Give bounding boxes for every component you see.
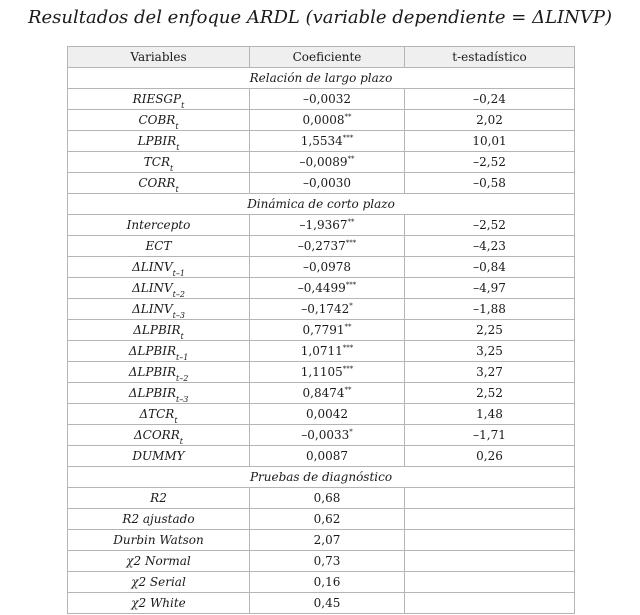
variable-cell bbox=[68, 320, 250, 341]
coefficient-cell bbox=[250, 341, 405, 362]
variable-name: RIESGP bbox=[132, 92, 182, 106]
coefficient-cell bbox=[250, 383, 405, 404]
table-row bbox=[68, 320, 575, 341]
coefficient-value: 0,0087 bbox=[306, 449, 348, 463]
coefficient-value: 0,0042 bbox=[306, 407, 348, 421]
t-stat-cell bbox=[405, 110, 575, 131]
coefficient-value: 0,68 bbox=[313, 491, 341, 505]
section-row bbox=[68, 194, 575, 215]
t-stat-cell bbox=[405, 236, 575, 257]
t-stat-cell bbox=[405, 131, 575, 152]
t-stat-value: 2,25 bbox=[476, 323, 503, 337]
variable-cell bbox=[68, 425, 250, 446]
t-stat-value: –0,24 bbox=[473, 92, 506, 106]
t-stat-value: 0,26 bbox=[476, 449, 503, 463]
coefficient-cell bbox=[250, 320, 405, 341]
table-row bbox=[68, 404, 575, 425]
table-row bbox=[68, 362, 575, 383]
variable-cell bbox=[68, 89, 250, 110]
significance-marker: * bbox=[349, 302, 353, 310]
t-stat-cell bbox=[405, 593, 575, 614]
coefficient-value: 2,07 bbox=[313, 533, 341, 547]
t-stat-cell bbox=[405, 488, 575, 509]
variable-cell bbox=[68, 530, 250, 551]
coefficient-value: –0,4499 bbox=[297, 281, 346, 295]
variable-name: χ2 White bbox=[131, 596, 186, 610]
coefficient-cell bbox=[250, 110, 405, 131]
table-row bbox=[68, 278, 575, 299]
t-stat-value: 1,48 bbox=[476, 407, 503, 421]
coefficient-value: 0,45 bbox=[313, 596, 341, 610]
t-stat-cell bbox=[405, 404, 575, 425]
significance-marker: ** bbox=[344, 113, 352, 121]
t-stat-value: 2,52 bbox=[476, 386, 503, 400]
coefficient-value: 0,0008 bbox=[302, 113, 345, 127]
variable-cell bbox=[68, 299, 250, 320]
variable-cell bbox=[68, 236, 250, 257]
variable-name: ΔLPBIR bbox=[128, 344, 176, 358]
table-row bbox=[68, 572, 575, 593]
table-row bbox=[68, 131, 575, 152]
variable-name: Intercepto bbox=[126, 218, 191, 232]
table-row bbox=[68, 341, 575, 362]
variable-name: χ2 Serial bbox=[131, 575, 186, 589]
t-stat-cell bbox=[405, 362, 575, 383]
coefficient-value: –0,0089 bbox=[299, 155, 348, 169]
variable-name: ΔLPBIR bbox=[128, 386, 176, 400]
t-stat-value: 10,01 bbox=[472, 134, 507, 148]
significance-marker: *** bbox=[345, 281, 357, 289]
t-stat-cell bbox=[405, 530, 575, 551]
variable-name: LPBIR bbox=[137, 134, 177, 148]
coefficient-cell bbox=[250, 425, 405, 446]
variable-subscript: t bbox=[170, 164, 174, 173]
t-stat-cell bbox=[405, 383, 575, 404]
significance-marker: * bbox=[349, 428, 353, 436]
t-stat-cell bbox=[405, 257, 575, 278]
variable-subscript: t–2 bbox=[172, 290, 185, 299]
coefficient-cell bbox=[250, 236, 405, 257]
table-row bbox=[68, 593, 575, 614]
t-stat-cell bbox=[405, 446, 575, 467]
variable-cell bbox=[68, 131, 250, 152]
coefficient-cell bbox=[250, 215, 405, 236]
variable-cell bbox=[68, 593, 250, 614]
coefficient-cell bbox=[250, 89, 405, 110]
table-row bbox=[68, 383, 575, 404]
variable-name: χ2 Normal bbox=[126, 554, 191, 568]
t-stat-value: 3,27 bbox=[476, 365, 503, 379]
section-label: Relación de largo plazo bbox=[68, 68, 575, 89]
t-stat-cell bbox=[405, 551, 575, 572]
variable-name: ΔTCR bbox=[139, 407, 175, 421]
table-row bbox=[68, 551, 575, 572]
table-row bbox=[68, 425, 575, 446]
coefficient-value: –0,0032 bbox=[303, 92, 351, 106]
significance-marker: ** bbox=[347, 218, 355, 226]
variable-cell bbox=[68, 509, 250, 530]
table-row bbox=[68, 299, 575, 320]
coefficient-value: –0,1742 bbox=[301, 302, 350, 316]
t-stat-cell bbox=[405, 509, 575, 530]
t-stat-cell bbox=[405, 425, 575, 446]
t-stat-cell bbox=[405, 320, 575, 341]
variable-subscript: t–2 bbox=[176, 374, 189, 383]
coefficient-value: 1,0711 bbox=[300, 344, 343, 358]
variable-cell bbox=[68, 488, 250, 509]
table-row bbox=[68, 257, 575, 278]
variable-subscript: t–1 bbox=[172, 269, 185, 278]
t-stat-cell bbox=[405, 299, 575, 320]
coefficient-cell bbox=[250, 530, 405, 551]
section-row bbox=[68, 68, 575, 89]
variable-subscript: t–1 bbox=[176, 353, 189, 362]
table-row bbox=[68, 215, 575, 236]
t-stat-value: –0,84 bbox=[473, 260, 506, 274]
coefficient-value: 0,7791 bbox=[302, 323, 345, 337]
variable-name: ΔLINV bbox=[132, 281, 173, 295]
header-coeficiente: Coeficiente bbox=[250, 47, 405, 68]
coefficient-cell bbox=[250, 173, 405, 194]
significance-marker: ** bbox=[344, 386, 352, 394]
variable-cell bbox=[68, 362, 250, 383]
coefficient-cell bbox=[250, 152, 405, 173]
t-stat-value: –4,97 bbox=[473, 281, 506, 295]
section-label: Pruebas de diagnóstico bbox=[68, 467, 575, 488]
coefficient-cell bbox=[250, 446, 405, 467]
t-stat-value: –1,88 bbox=[473, 302, 506, 316]
table-header bbox=[68, 47, 575, 68]
variable-name: ΔLPBIR bbox=[133, 323, 181, 337]
t-stat-cell bbox=[405, 173, 575, 194]
significance-marker: ** bbox=[347, 155, 355, 163]
variable-cell bbox=[68, 215, 250, 236]
coefficient-cell bbox=[250, 362, 405, 383]
variable-subscript: t bbox=[181, 101, 185, 110]
results-table bbox=[67, 46, 575, 614]
variable-cell bbox=[68, 152, 250, 173]
t-stat-value: 2,02 bbox=[476, 113, 503, 127]
t-stat-cell bbox=[405, 89, 575, 110]
variable-cell bbox=[68, 110, 250, 131]
table-row bbox=[68, 530, 575, 551]
header-row bbox=[68, 47, 575, 68]
table-title: Resultados del enfoque ARDL (variable dependiente = ΔLINVP) bbox=[27, 7, 613, 28]
variable-cell bbox=[68, 404, 250, 425]
variable-name: ΔLPBIR bbox=[128, 365, 176, 379]
variable-cell bbox=[68, 278, 250, 299]
significance-marker: *** bbox=[342, 365, 354, 373]
coefficient-value: –0,0978 bbox=[303, 260, 351, 274]
variable-name: R2 ajustado bbox=[122, 512, 195, 526]
significance-marker: *** bbox=[342, 344, 354, 352]
header-variables: Variables bbox=[68, 47, 250, 68]
table-row bbox=[68, 173, 575, 194]
section-row bbox=[68, 467, 575, 488]
coefficient-cell bbox=[250, 131, 405, 152]
variable-subscript: t bbox=[176, 143, 180, 152]
significance-marker: *** bbox=[345, 239, 357, 247]
table-row bbox=[68, 236, 575, 257]
t-stat-value: –2,52 bbox=[473, 218, 506, 232]
variable-name: Durbin Watson bbox=[113, 533, 204, 547]
table-row bbox=[68, 446, 575, 467]
coefficient-cell bbox=[250, 551, 405, 572]
variable-subscript: t bbox=[180, 332, 184, 341]
coefficient-cell bbox=[250, 593, 405, 614]
t-stat-value: –0,58 bbox=[473, 176, 506, 190]
coefficient-value: –1,9367 bbox=[299, 218, 348, 232]
variable-name: ΔCORR bbox=[134, 428, 180, 442]
coefficient-cell bbox=[250, 488, 405, 509]
variable-subscript: t bbox=[179, 437, 183, 446]
t-stat-value: –4,23 bbox=[473, 239, 506, 253]
variable-cell bbox=[68, 341, 250, 362]
variable-name: CORR bbox=[138, 176, 176, 190]
variable-name: TCR bbox=[143, 155, 170, 169]
header-t-estadistico: t-estadístico bbox=[405, 47, 575, 68]
variable-name: ΔLINV bbox=[132, 302, 173, 316]
coefficient-value: 1,1105 bbox=[300, 365, 343, 379]
coefficient-value: –0,2737 bbox=[297, 239, 346, 253]
coefficient-value: 0,62 bbox=[313, 512, 341, 526]
coefficient-cell bbox=[250, 299, 405, 320]
table-row bbox=[68, 152, 575, 173]
coefficient-value: 0,8474 bbox=[302, 386, 345, 400]
coefficient-cell bbox=[250, 572, 405, 593]
variable-name: ECT bbox=[145, 239, 172, 253]
variable-subscript: t–3 bbox=[176, 395, 189, 404]
t-stat-value: 3,25 bbox=[476, 344, 503, 358]
coefficient-cell bbox=[250, 278, 405, 299]
variable-cell bbox=[68, 572, 250, 593]
variable-cell bbox=[68, 173, 250, 194]
variable-cell bbox=[68, 551, 250, 572]
variable-name: ΔLINV bbox=[132, 260, 173, 274]
variable-subscript: t bbox=[175, 185, 179, 194]
variable-name: R2 bbox=[150, 491, 167, 505]
variable-subscript: t bbox=[174, 416, 178, 425]
variable-cell bbox=[68, 446, 250, 467]
variable-cell bbox=[68, 383, 250, 404]
table-row bbox=[68, 110, 575, 131]
table-row bbox=[68, 488, 575, 509]
coefficient-value: –0,0030 bbox=[303, 176, 351, 190]
coefficient-value: 0,16 bbox=[313, 575, 341, 589]
t-stat-cell bbox=[405, 278, 575, 299]
coefficient-value: –0,0033 bbox=[301, 428, 350, 442]
significance-marker: ** bbox=[344, 323, 352, 331]
coefficient-cell bbox=[250, 404, 405, 425]
table-row bbox=[68, 509, 575, 530]
coefficient-cell bbox=[250, 509, 405, 530]
variable-subscript: t–3 bbox=[172, 311, 185, 320]
variable-subscript: t bbox=[175, 122, 179, 131]
t-stat-cell bbox=[405, 152, 575, 173]
table-body bbox=[68, 68, 575, 614]
variable-name: DUMMY bbox=[132, 449, 185, 463]
coefficient-cell bbox=[250, 257, 405, 278]
t-stat-cell bbox=[405, 215, 575, 236]
variable-name: COBR bbox=[138, 113, 176, 127]
significance-marker: *** bbox=[342, 134, 354, 142]
variable-cell bbox=[68, 257, 250, 278]
section-label: Dinámica de corto plazo bbox=[68, 194, 575, 215]
t-stat-cell bbox=[405, 572, 575, 593]
coefficient-value: 1,5534 bbox=[300, 134, 343, 148]
t-stat-value: –2,52 bbox=[473, 155, 506, 169]
coefficient-value: 0,73 bbox=[313, 554, 341, 568]
t-stat-value: –1,71 bbox=[473, 428, 506, 442]
table-row bbox=[68, 89, 575, 110]
t-stat-cell bbox=[405, 341, 575, 362]
